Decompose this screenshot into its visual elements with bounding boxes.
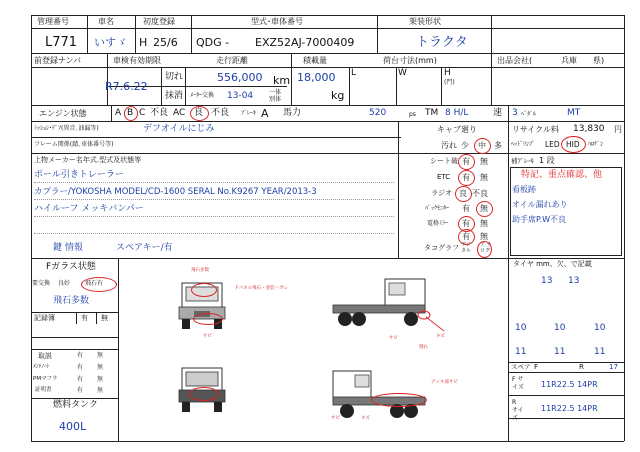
headlamp-label: ﾍｯﾄﾞﾗﾝﾌﾟ — [511, 141, 536, 148]
radio-label: ラジオ — [431, 189, 452, 197]
grid-line — [624, 15, 625, 441]
seat-yes: 有 — [462, 157, 470, 166]
cert-no: 無 — [97, 387, 104, 394]
grid-line — [161, 67, 162, 105]
tachograph-label: タコグラフ — [424, 244, 459, 252]
dim-h-unit: (門) — [444, 79, 455, 86]
grid-line — [31, 28, 624, 29]
chassis-no: EXZ52AJ-7000409 — [255, 36, 355, 49]
grid-line — [398, 153, 624, 154]
capacity-unit: kg — [331, 89, 345, 102]
ruled-line — [34, 216, 394, 217]
dim-l: L — [351, 68, 357, 78]
mirror-yes: 有 — [462, 219, 470, 228]
headlamp-option: HID — [566, 140, 580, 149]
body-type: トラクタ — [416, 35, 468, 50]
tacho-yes: 有 — [462, 232, 470, 241]
brake-label: ﾌﾞﾚｰｷ — [241, 110, 257, 117]
chip-mark — [81, 277, 117, 292]
expired-label: 切れ — [165, 72, 184, 82]
era: H — [139, 36, 148, 49]
pedal-count: 3 — [512, 108, 518, 118]
hp-unit: ps — [409, 111, 416, 118]
back-monitor-yes: 有 — [462, 204, 470, 213]
tacho-analog-mark — [477, 241, 492, 258]
maint-no: 無 — [97, 364, 104, 371]
grid-line — [118, 258, 119, 441]
rust-note: サビ — [203, 334, 212, 339]
rust2-note: サビ — [389, 336, 398, 341]
manual-label: 取説 — [38, 352, 52, 360]
engine-grade-c: C — [139, 108, 146, 118]
r-size-label: R サイズ — [512, 399, 524, 422]
exhibitor-label: 出品会社( — [497, 56, 533, 65]
maker-label: 車名 — [98, 17, 114, 26]
fuel-value: 400L — [59, 420, 87, 433]
remark-line: ハイルーフ メッキバンパー — [34, 204, 144, 214]
model-code: QDG - — [196, 36, 230, 49]
recycle-label: リサイクル料 — [512, 125, 559, 134]
inspection-label: 車検有効期限 — [113, 56, 161, 65]
grid-line — [96, 312, 97, 324]
deleted-label: 抹消 — [165, 91, 184, 101]
meter-replace-date: 13-04 — [227, 91, 254, 101]
tire-top: 13 — [568, 276, 580, 286]
capacity-label: 積載量 — [303, 56, 327, 65]
grid-line — [491, 15, 492, 53]
dim-w: W — [398, 68, 407, 78]
tire-value: 10 — [515, 323, 527, 333]
etc-no: 無 — [480, 173, 488, 182]
note-line: 看板跡 — [512, 185, 536, 194]
engine-label: エンジン状態 — [39, 109, 87, 118]
grid-line — [31, 137, 401, 138]
glass-title: Fガラス状態 — [46, 262, 96, 272]
meter-replace-label: ﾒｰﾀｰ交換 — [190, 92, 215, 99]
control-no: L771 — [45, 35, 78, 50]
cert-label: 証明書 — [35, 387, 52, 393]
grid-line — [377, 15, 378, 53]
brake-grade: A — [261, 107, 269, 120]
replaced-label: 要交換 — [32, 280, 51, 287]
remark-line: カプラー/YOKOSHA MODEL/CD-1600 SERAL No.K9267 YEAR/2013-3 — [34, 187, 317, 197]
pm-no: 無 — [97, 376, 104, 383]
r-size: 11R22.5 14PR — [541, 404, 598, 413]
damage-callout — [416, 307, 456, 347]
tacho-digital: デジ タル — [461, 242, 472, 254]
grid-line — [396, 67, 397, 105]
pedal-label: ﾍﾟﾀﾞﾙ — [521, 111, 537, 118]
dim-h: H — [444, 68, 451, 78]
ac-good: 良 — [194, 108, 204, 118]
maint-yes: 有 — [77, 364, 84, 371]
grid-line — [508, 372, 624, 373]
grid-line — [31, 153, 401, 154]
front-chip-mark — [191, 283, 217, 297]
grid-line — [491, 53, 492, 105]
grid-line — [441, 67, 442, 105]
mileage: 556,000 — [217, 71, 263, 84]
tire-header: タイヤ mm、欠、で記載 — [513, 260, 592, 268]
etc-mark — [458, 170, 475, 186]
record-yes: 有 — [81, 314, 88, 322]
capacity: 18,000 — [297, 71, 336, 84]
grid-line — [31, 312, 118, 313]
tm-value: 8 H/L — [445, 108, 469, 118]
grid-line — [31, 15, 32, 441]
radio-bad: 不良 — [472, 189, 488, 198]
mirror-no: 無 — [480, 219, 488, 228]
speed-suffix: 速 — [493, 108, 503, 118]
mileage-label: 走行距離 — [216, 56, 248, 65]
maint-note-label: ﾒﾝﾃﾉｰﾄ — [33, 364, 50, 370]
body-type-label: 架装形状 — [409, 17, 441, 26]
frame-label: フレーム関係(錆､車体番号等) — [34, 141, 114, 148]
transmission: MT — [567, 108, 581, 118]
ac-good-mark — [190, 106, 209, 121]
front-chip-note: 飛石多数 — [191, 268, 209, 273]
seat-label: シート破 — [430, 157, 458, 165]
grid-line — [191, 15, 192, 53]
mileage-unit: km — [273, 74, 291, 87]
grid-line — [349, 67, 350, 105]
record-label: 記録簿 — [34, 314, 55, 322]
ruled-line — [34, 182, 394, 183]
ruled-line — [34, 233, 394, 234]
first-reg-label: 初度登録 — [143, 17, 175, 26]
tacho-no: 無 — [480, 232, 488, 241]
prev-plate-label: 前登録ナンバ — [34, 56, 82, 65]
deck-rust-mark — [371, 393, 427, 407]
seat-mark — [458, 154, 475, 170]
aux-brake-value: 1 段 — [539, 156, 555, 165]
ruled-line — [34, 199, 394, 200]
grid-line — [31, 105, 624, 106]
dirt-mark — [474, 138, 491, 154]
model-label: 型式･車体番号 — [251, 17, 303, 26]
engine-grade-b: B — [127, 108, 134, 118]
grid-line — [398, 121, 399, 258]
grid-line — [508, 418, 624, 419]
upper-label: 上物メーカー名年式.型式及状態等 — [34, 156, 142, 164]
first-reg: 25/6 — [153, 36, 178, 49]
spare-label: スペア — [511, 363, 531, 371]
cert-yes: 有 — [77, 387, 84, 394]
dirt-label: 汚れ — [441, 141, 457, 150]
dent2-note: キズ — [361, 416, 370, 421]
pm-muffler-label: PMマフラ — [33, 376, 58, 382]
note-line: オイル漏れあり — [512, 200, 568, 209]
spare-f: F — [534, 363, 539, 371]
maker: いすゞ — [94, 36, 127, 49]
tire-value: 10 — [594, 323, 606, 333]
record-no: 無 — [101, 314, 108, 322]
headlamp-option: ﾊﾛｹﾞﾝ — [588, 141, 604, 148]
tire-top: 13 — [541, 276, 553, 286]
tire-value: 11 — [554, 347, 566, 357]
headlamp-mark — [561, 136, 586, 153]
grid-line — [107, 53, 108, 105]
grid-line — [135, 15, 136, 53]
mission-value: デフオイルにじみ — [143, 124, 215, 134]
dirt-option: 中 — [478, 141, 486, 150]
grid-line — [31, 53, 624, 54]
grid-line — [31, 121, 624, 122]
tire-value: 10 — [554, 323, 566, 333]
vehicle-inspection-sheet — [31, 15, 624, 441]
exhibitor-suffix: 県) — [593, 56, 605, 65]
grid-line — [31, 258, 624, 259]
grid-line — [87, 15, 88, 53]
yen: 円 — [614, 125, 622, 134]
notes-title: 特記、重点確認、他 — [521, 170, 603, 180]
grid-line — [291, 53, 292, 105]
recycle-fee: 13,830 — [573, 124, 605, 134]
cab-checks-header: キャブ廻り — [437, 125, 477, 134]
cargo-dims-label: 荷台寸法(mm) — [383, 56, 437, 65]
tire-value: 11 — [594, 347, 606, 357]
note-line: 助手席P.W不良 — [512, 215, 567, 224]
exhibitor-pref: 兵庫 — [561, 56, 577, 65]
back-monitor-label: ﾊﾞｯｸﾓﾆﾀｰ — [425, 205, 450, 212]
glass-value: 飛石多数 — [53, 296, 90, 306]
headlamp-option: LED — [545, 140, 560, 149]
tire-value: 11 — [515, 347, 527, 357]
electric-mirror-label: 電格ﾐﾗｰ — [427, 220, 449, 227]
bumper-mark — [193, 313, 223, 325]
dirt-option: 多 — [494, 141, 502, 150]
engine-grade-bad: 不良 — [150, 108, 169, 118]
grid-line — [31, 337, 118, 338]
chip-label: 飛石有 — [85, 280, 104, 287]
engine-grade-a: A — [115, 108, 122, 118]
back-monitor-no: 無 — [480, 204, 488, 213]
rust-rear-note: サビ — [331, 416, 340, 421]
f-size: 11R22.5 14PR — [541, 380, 598, 389]
spare-r-value: 17 — [609, 363, 618, 371]
seat-no: 無 — [480, 157, 488, 166]
fuel-label: 燃料タンク — [53, 400, 98, 410]
grid-line — [31, 441, 624, 442]
key-info-value: スペアキー/有 — [116, 243, 173, 253]
manual-no: 無 — [97, 352, 104, 359]
deck-rust-note: デッキ部サビ — [431, 380, 458, 385]
hp: 520 — [369, 108, 387, 118]
good-label: 良好 — [58, 280, 71, 287]
grid-line — [31, 67, 624, 68]
crack-note: 割れ — [419, 345, 428, 350]
key-info-label: 鍵 情報 — [53, 243, 83, 253]
inspection-date: R7.6.22 — [105, 80, 148, 93]
grid-line — [31, 15, 624, 16]
hp-label: 馬力 — [283, 108, 302, 118]
tacho-analog: ア ナ ログ — [480, 242, 492, 254]
grid-line — [508, 105, 509, 441]
f-panel-note: Fパネル飛石・塗装ハガレ — [236, 286, 289, 291]
manual-yes: 有 — [77, 352, 84, 359]
separate-label: 一体 別体 — [269, 89, 282, 103]
etc-label: ETC — [437, 173, 451, 181]
tm-label: TM — [425, 108, 439, 118]
remark-line: ポール引きトレーラー — [34, 170, 124, 180]
rear-bumper-mark — [189, 387, 219, 401]
ac-label: AC — [173, 108, 186, 118]
notes-box — [510, 167, 622, 256]
engine-grade-mark — [124, 106, 138, 121]
spare-r: R — [579, 363, 584, 371]
pm-yes: 有 — [77, 376, 84, 383]
grid-line — [508, 395, 624, 396]
radio-good: 良 — [459, 189, 467, 198]
aux-brake-label: 補ﾌﾞﾚｰｷ — [511, 157, 534, 165]
grid-line — [111, 105, 112, 121]
control-no-label: 管理番号 — [37, 17, 69, 26]
radio-mark — [455, 186, 472, 202]
f-size-label: F サイズ — [512, 376, 524, 391]
grid-line — [31, 349, 118, 350]
grid-line — [185, 67, 186, 105]
mission-label: ﾐｯｼｮﾝ･ﾃﾞﾌ(異音､油漏等) — [34, 125, 99, 132]
etc-yes: 有 — [462, 173, 470, 182]
ac-bad: 不良 — [211, 108, 230, 118]
dirt-option: 少 — [461, 141, 469, 150]
dent-note: キズ — [436, 334, 445, 339]
grid-line — [76, 312, 77, 324]
grid-line — [31, 398, 118, 399]
back-monitor-mark — [476, 201, 493, 217]
